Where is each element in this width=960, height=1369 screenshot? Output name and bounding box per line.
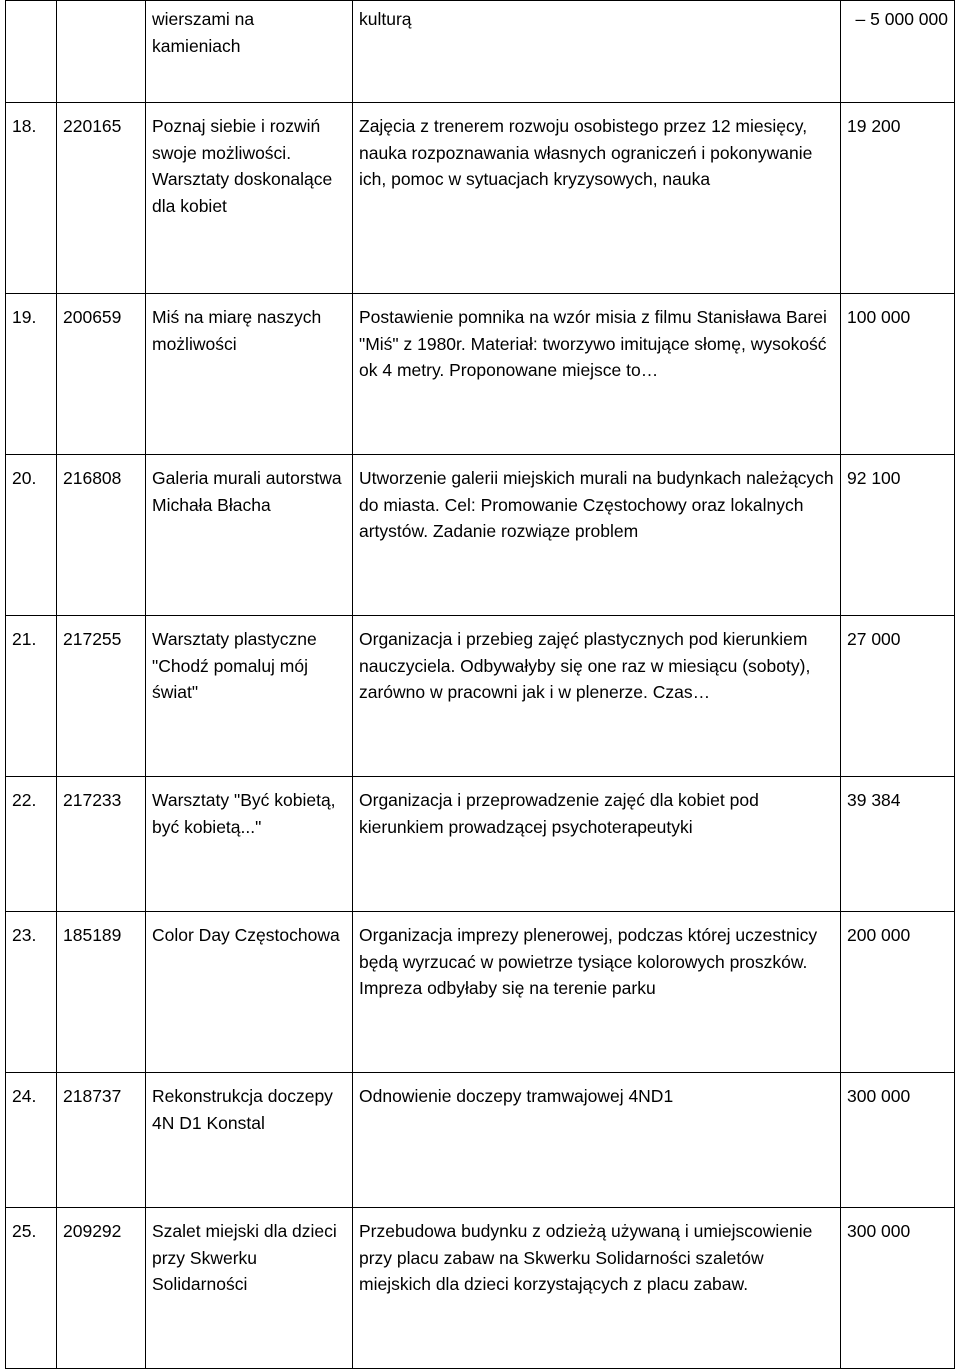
project-id: 209292 xyxy=(57,1208,146,1369)
table-row xyxy=(6,103,955,294)
project-cost: 27 000 xyxy=(841,616,955,777)
project-id: 216808 xyxy=(57,455,146,616)
table-row xyxy=(6,1208,955,1369)
project-description: Zajęcia z trenerem rozwoju osobistego przez 12 miesięcy, nauka rozpoznawania własnych ograniczeń i pokonywanie ich, pomoc w sytuacjach kryzysowych, nauka xyxy=(353,103,841,294)
project-name: Poznaj siebie i rozwiń swoje możliwości. Warsztaty doskonalące dla kobiet xyxy=(146,103,353,294)
project-description: Utworzenie galerii miejskich murali na budynkach należących do miasta. Cel: Promowanie Częstochowy oraz lokalnych artystów. Zadanie rozwiąze problem xyxy=(353,455,841,616)
project-description: Przebudowa budynku z odzieżą używaną i umiejscowienie przy placu zabaw na Skwerku Solidarności szaletów miejskich dla dzieci korzystających z placu zabaw. xyxy=(353,1208,841,1369)
project-cost: 300 000 xyxy=(841,1208,955,1369)
project-cost: 39 384 xyxy=(841,777,955,912)
row-number: 25. xyxy=(6,1208,57,1369)
project-description: Odnowienie doczepy tramwajowej 4ND1 xyxy=(353,1073,841,1208)
project-name: wierszami na kamieniach xyxy=(146,1,353,103)
table-row xyxy=(6,294,955,455)
table-row xyxy=(6,777,955,912)
row-number: 24. xyxy=(6,1073,57,1208)
row-number: 20. xyxy=(6,455,57,616)
project-cost: 92 100 xyxy=(841,455,955,616)
project-description: Organizacja i przebieg zajęć plastycznych pod kierunkiem nauczyciela. Odbywałyby się one raz w miesiącu (soboty), zarówno w pracowni jak i w plenerze. Czas… xyxy=(353,616,841,777)
project-name: Szalet miejski dla dzieci przy Skwerku Solidarności xyxy=(146,1208,353,1369)
project-cost: 200 000 xyxy=(841,912,955,1073)
project-id: 217233 xyxy=(57,777,146,912)
row-number: 22. xyxy=(6,777,57,912)
row-number: 18. xyxy=(6,103,57,294)
table-row xyxy=(6,912,955,1073)
project-id: 185189 xyxy=(57,912,146,1073)
project-name: Miś na miarę naszych możliwości xyxy=(146,294,353,455)
row-number xyxy=(6,1,57,103)
project-id: 218737 xyxy=(57,1073,146,1208)
table-row xyxy=(6,1,955,103)
project-id: 200659 xyxy=(57,294,146,455)
project-name: Galeria murali autorstwa Michała Błacha xyxy=(146,455,353,616)
project-cost: 100 000 xyxy=(841,294,955,455)
table-row xyxy=(6,616,955,777)
project-cost: 19 200 xyxy=(841,103,955,294)
project-name: Warsztaty "Być kobietą, być kobietą..." xyxy=(146,777,353,912)
project-name: Rekonstrukcja doczepy 4N D1 Konstal xyxy=(146,1073,353,1208)
row-number: 23. xyxy=(6,912,57,1073)
row-number: 21. xyxy=(6,616,57,777)
table-row xyxy=(6,1073,955,1208)
project-cost: – 5 000 000 xyxy=(841,1,955,103)
project-name: Warsztaty plastyczne "Chodź pomaluj mój świat" xyxy=(146,616,353,777)
project-id: 220165 xyxy=(57,103,146,294)
project-cost: 300 000 xyxy=(841,1073,955,1208)
projects-table xyxy=(5,0,955,1369)
project-id: 217255 xyxy=(57,616,146,777)
project-name: Color Day Częstochowa xyxy=(146,912,353,1073)
row-number: 19. xyxy=(6,294,57,455)
project-id xyxy=(57,1,146,103)
project-description: Organizacja imprezy plenerowej, podczas której uczestnicy będą wyrzucać w powietrze tysiące kolorowych proszków. Impreza odbyłaby się na terenie parku xyxy=(353,912,841,1073)
project-description: kulturą xyxy=(353,1,841,103)
table-row xyxy=(6,455,955,616)
project-description: Organizacja i przeprowadzenie zajęć dla kobiet pod kierunkiem prowadzącej psychoterapeutyki xyxy=(353,777,841,912)
project-description: Postawienie pomnika na wzór misia z filmu Stanisława Barei "Miś" z 1980r. Materiał: tworzywo imitujące słomę, wysokość ok 4 metry. Proponowane miejsce to… xyxy=(353,294,841,455)
